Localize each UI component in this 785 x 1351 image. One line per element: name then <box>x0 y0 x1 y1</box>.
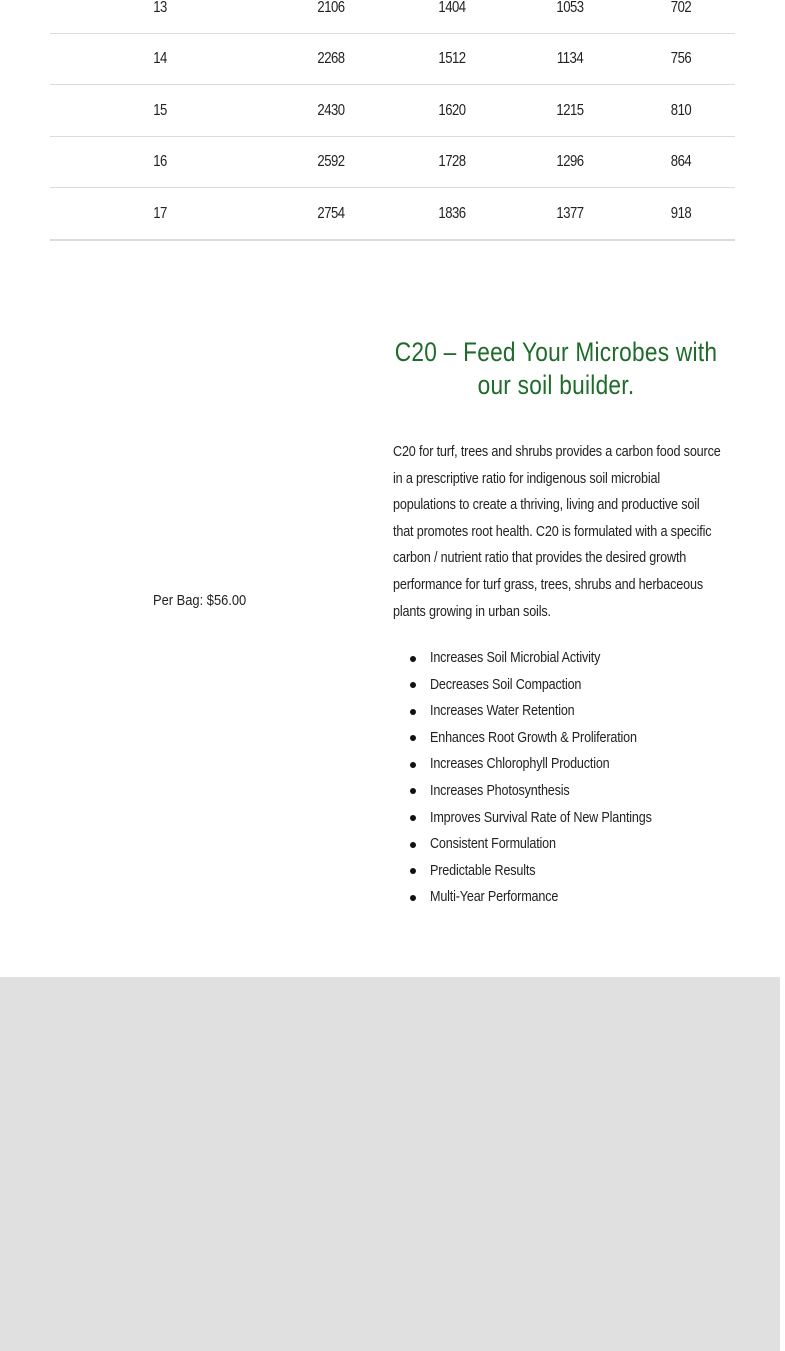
table-cell: 17 <box>153 204 167 222</box>
table-cell: 2754 <box>317 204 345 222</box>
table-cell: 2430 <box>317 101 345 119</box>
product-title: C20 – Feed Your Microbes with our soil builder. <box>394 337 718 400</box>
benefit-item: Increases Photosynthesis <box>393 778 723 805</box>
table-cell: 13 <box>153 0 167 16</box>
price-per-bag: Per Bag: $56.00 <box>153 592 247 609</box>
benefit-item: Predictable Results <box>393 858 723 885</box>
table-cell: 1296 <box>556 152 584 170</box>
benefit-item: Improves Survival Rate of New Plantings <box>393 805 723 832</box>
table-cell: 756 <box>670 49 692 67</box>
benefit-item: Increases Soil Microbial Activity <box>393 645 723 672</box>
table-cell: 2268 <box>317 49 345 67</box>
table-cell: 1377 <box>556 204 584 222</box>
table-cell: 1620 <box>438 101 466 119</box>
table-cell: 15 <box>153 101 167 119</box>
table-row <box>50 188 735 240</box>
table-cell: 864 <box>670 152 692 170</box>
benefit-item: Increases Water Retention <box>393 698 723 725</box>
benefit-item: Multi-Year Performance <box>393 884 723 911</box>
benefit-item: Increases Chlorophyll Production <box>393 751 723 778</box>
table-cell: 1404 <box>438 0 466 16</box>
table-cell: 702 <box>670 0 692 16</box>
benefit-item: Consistent Formulation <box>393 831 723 858</box>
table-cell: 14 <box>153 49 167 67</box>
table-cell: 1836 <box>438 204 466 222</box>
table-cell: 1134 <box>556 49 584 67</box>
table-cell: 1512 <box>438 49 466 67</box>
table-cell: 1053 <box>556 0 584 16</box>
benefits-list <box>393 645 723 911</box>
table-row <box>50 136 735 188</box>
product-description: C20 for turf, trees and shrubs provides a carbon food source in a prescriptive ratio for indigenous soil microbial populations to create a thriving, living and productive soil that promotes root health. C20 is formulated with a specific carbon / nutrient ratio that provides the desired growth performance for turf grass, trees, shrubs and herbaceous plants growing in urban soils. <box>393 443 721 620</box>
benefit-item: Decreases Soil Compaction <box>393 672 723 699</box>
benefit-item: Enhances Root Growth & Proliferation <box>393 725 723 752</box>
table-cell: 810 <box>670 101 692 119</box>
footer-band <box>0 977 780 1351</box>
table-cell: 1728 <box>438 152 466 170</box>
table-bottom-border <box>50 239 735 241</box>
table-row <box>50 0 735 34</box>
table-cell: 2106 <box>317 0 345 16</box>
table-cell: 2592 <box>317 152 345 170</box>
table-row <box>50 33 735 85</box>
table-cell: 918 <box>670 204 692 222</box>
table-row <box>50 85 735 137</box>
table-cell: 1215 <box>556 101 584 119</box>
table-cell: 16 <box>153 152 167 170</box>
